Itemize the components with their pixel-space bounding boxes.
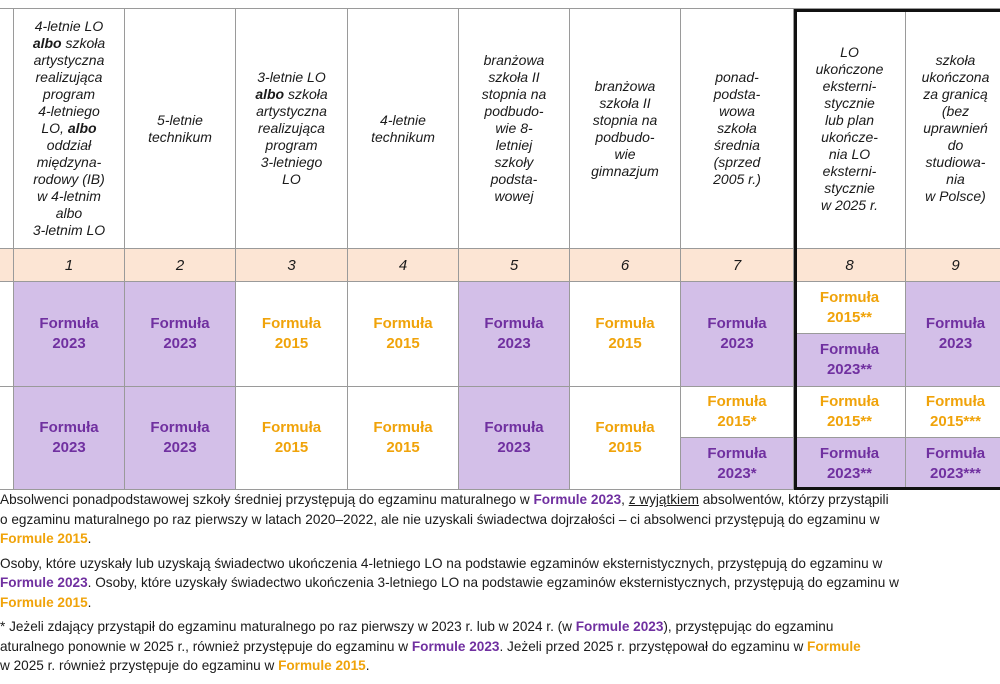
column-header bbox=[906, 9, 1000, 249]
footnotes bbox=[0, 490, 1000, 676]
formula-cell bbox=[236, 387, 348, 490]
formula-cell bbox=[125, 387, 236, 490]
formula-cell bbox=[570, 282, 681, 387]
column-number bbox=[794, 249, 906, 282]
footnote-text: . bbox=[365, 658, 370, 673]
column-number-label: 1 bbox=[64, 256, 74, 274]
formula-2023-mention: Formule 2023 bbox=[533, 492, 622, 507]
column-number bbox=[906, 249, 1000, 282]
formula-cell bbox=[794, 282, 906, 334]
footnote-line bbox=[0, 490, 1000, 510]
column-number bbox=[14, 249, 125, 282]
column-header-label: branżowa szkoła II stopnia na podbudo- wie 8- letniej szkoły podsta- wowej bbox=[481, 52, 547, 204]
formula-label: Formuła 2015* bbox=[707, 393, 767, 430]
formula-label: Formuła 2023 bbox=[925, 315, 986, 352]
footnote-text: Absolwenci ponadpodstawowej szkoły średniej przystępują do egzaminu maturalnego w bbox=[0, 492, 534, 507]
footnote-text: w 2025 r. również przystępuje do egzaminu w bbox=[0, 658, 279, 673]
formula-cell bbox=[794, 334, 906, 387]
column-number-label: 9 bbox=[951, 256, 960, 274]
column-number bbox=[236, 249, 348, 282]
column-number-label: 8 bbox=[845, 256, 854, 274]
column-header-label: LO ukończone eksterni- stycznie lub plan ukończe- nia LO eksterni- stycznie w 2025 r. bbox=[815, 43, 884, 213]
column-number bbox=[459, 249, 570, 282]
formula-label: Formuła 2023*** bbox=[925, 444, 986, 482]
formula-2023-mention: Formule 2023 bbox=[411, 638, 500, 654]
formula-label: Formuła 2023** bbox=[819, 341, 880, 378]
column-number bbox=[570, 249, 681, 282]
footnote-text: , bbox=[621, 492, 629, 507]
footnote-line bbox=[0, 573, 1000, 593]
formula-label: Formuła 2015 bbox=[373, 419, 433, 456]
formula-cell bbox=[681, 387, 794, 438]
formula-cell bbox=[236, 282, 348, 387]
formula-label: Formuła 2023 bbox=[39, 315, 99, 352]
column-number-label: 6 bbox=[620, 256, 630, 274]
column-header-label: 4-letnie LO albo szkoła artystyczna realizująca program 4-letniego LO, albo oddział międzyna- rodowy (IB) w 4-letnim albo 3-letnim LO bbox=[32, 18, 106, 238]
formula-cell bbox=[681, 438, 794, 490]
column-number bbox=[348, 249, 459, 282]
formula-label: Formuła 2023** bbox=[819, 444, 880, 482]
footnote-text: aturalnego ponownie w 2025 r., również przystępuje do egzaminu w bbox=[0, 638, 412, 654]
formula-cell bbox=[794, 387, 906, 438]
formula-2015-mention: Formule bbox=[807, 638, 861, 654]
column-number-label: 2 bbox=[175, 256, 185, 274]
column-number bbox=[681, 249, 794, 282]
formula-label: Formuła 2023 bbox=[707, 315, 767, 352]
footnote-text: . bbox=[87, 531, 92, 546]
formula-label: Formuła 2015 bbox=[595, 315, 655, 352]
formula-label: Formuła 2015 bbox=[373, 315, 433, 352]
formula-cell bbox=[681, 282, 794, 387]
formula-cell bbox=[459, 387, 570, 490]
formula-label: Formuła 2015** bbox=[819, 393, 880, 430]
footnote-text: * Jeżeli zdający przystąpił do egzaminu maturalnego po raz pierwszy w 2023 r. lub w 2024 r. (w bbox=[0, 619, 576, 634]
column-header-label: 5-letnie technikum bbox=[148, 111, 212, 145]
formula-2015-mention: Formule 2015 bbox=[278, 658, 366, 673]
column-number-label: 7 bbox=[732, 256, 742, 274]
formula-2023-mention: Formule 2023 bbox=[575, 619, 664, 634]
footnote-line bbox=[0, 529, 1000, 549]
formula-cell bbox=[906, 282, 1000, 387]
formula-label: Formuła 2023 bbox=[150, 315, 210, 352]
formula-label: Formuła 2023* bbox=[707, 444, 767, 482]
formula-label: Formuła 2015** bbox=[819, 288, 880, 326]
column-number bbox=[125, 249, 236, 282]
formula-cell bbox=[570, 387, 681, 490]
formula-label: Formuła 2023 bbox=[150, 419, 210, 456]
footnote-text: . Osoby, które uzyskały świadectwo ukończenia 3-letniego LO na podstawie egzaminów eksternistycznych, przystępują do egzaminu w bbox=[87, 575, 899, 590]
formula-label: Formuła 2015 bbox=[595, 419, 655, 456]
footnote-text: Osoby, które uzyskały lub uzyskają świadectwo ukończenia 4-letniego LO na podstawie egzaminów eksternistycznych, przystępują do egzaminu w bbox=[0, 555, 883, 571]
column-number-label: 4 bbox=[398, 256, 408, 274]
formula-cell bbox=[125, 282, 236, 387]
column-header bbox=[14, 9, 125, 249]
formula-cell bbox=[14, 387, 125, 490]
column-header bbox=[794, 9, 906, 249]
column-header bbox=[125, 9, 236, 249]
column-header-label: szkoła ukończona za granicą (bez uprawnień do studiowa- nia w Polsce) bbox=[921, 52, 990, 204]
footnote-line bbox=[0, 637, 1000, 657]
formula-label: Formuła 2015 bbox=[261, 315, 322, 352]
footnote-line bbox=[0, 510, 1000, 530]
column-header-label: 3-letnie LO albo szkoła artystyczna realizująca program 3-letniego LO bbox=[255, 69, 328, 187]
stub-row2-cell bbox=[0, 387, 14, 490]
stub-number-cell bbox=[0, 249, 14, 282]
footnote-text: absolwentów, którzy przystąpili bbox=[698, 492, 889, 507]
column-header-label: branżowa szkoła II stopnia na podbudo- wie gimnazjum bbox=[591, 77, 659, 179]
column-header-label: ponad- podsta- wowa szkoła średnia (sprzed 2005 r.) bbox=[713, 69, 761, 187]
formula-2023-mention: Formule 2023 bbox=[0, 575, 88, 590]
formula-cell bbox=[794, 438, 906, 490]
column-header bbox=[236, 9, 348, 249]
formula-2015-mention: Formule 2015 bbox=[0, 531, 88, 546]
column-header bbox=[348, 9, 459, 249]
footnote-text: ), przystępując do egzaminu bbox=[663, 619, 834, 634]
formula-cell bbox=[348, 387, 459, 490]
footnote-text: o egzaminu maturalnego po raz pierwszy w latach 2020–2022, ale nie uzyskali świadectwa dojrzałości – ci absolwenci przystępują do egzaminu w bbox=[0, 511, 880, 527]
formula-cell bbox=[906, 438, 1000, 490]
formula-label: Formuła 2023 bbox=[484, 419, 544, 456]
column-header bbox=[570, 9, 681, 249]
footnote-line bbox=[0, 656, 1000, 676]
stub-row1-cell bbox=[0, 282, 14, 387]
formula-cell bbox=[459, 282, 570, 387]
footnote-text: z wyjątkiem bbox=[628, 492, 699, 507]
footnote-line bbox=[0, 617, 1000, 637]
formula-label: Formuła 2023 bbox=[39, 419, 99, 456]
footnote-text: . bbox=[87, 594, 92, 610]
column-header bbox=[681, 9, 794, 249]
formula-cell bbox=[14, 282, 125, 387]
formula-cell bbox=[348, 282, 459, 387]
footnote-text: . Jeżeli przed 2025 r. przystępował do egzaminu w bbox=[499, 638, 808, 654]
formula-cell bbox=[906, 387, 1000, 438]
footnote-line bbox=[0, 593, 1000, 613]
column-number-label: 3 bbox=[287, 256, 296, 274]
formula-label: Formuła 2023 bbox=[484, 315, 544, 352]
formula-label: Formuła 2015*** bbox=[925, 393, 986, 430]
formula-label: Formuła 2015 bbox=[261, 419, 322, 456]
formula-2015-mention: Formule 2015 bbox=[0, 594, 88, 610]
column-number-label: 5 bbox=[509, 256, 519, 274]
stub-header-cell bbox=[0, 9, 14, 249]
column-header bbox=[459, 9, 570, 249]
column-header-label: 4-letnie technikum bbox=[371, 111, 435, 145]
footnote-line bbox=[0, 554, 1000, 574]
